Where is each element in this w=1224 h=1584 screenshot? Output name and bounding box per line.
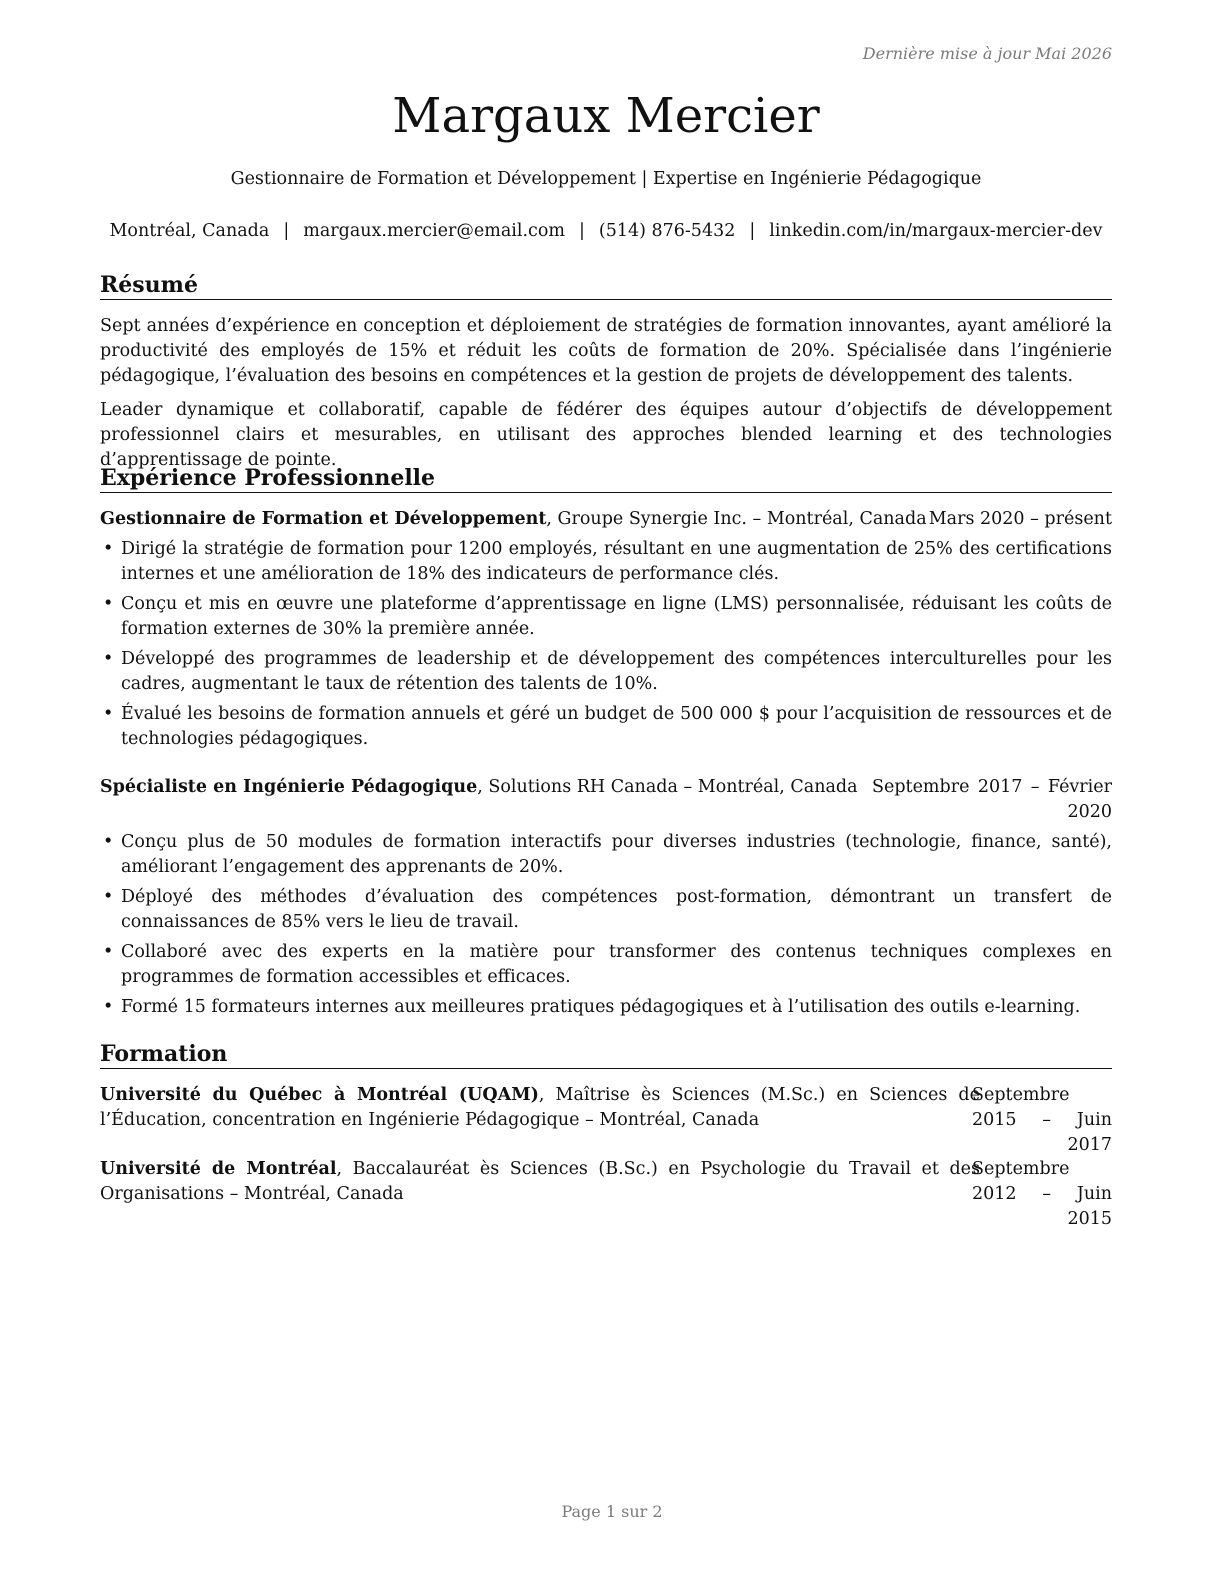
section-title-summary: Résumé: [100, 271, 1112, 300]
bullet-icon: •: [103, 997, 114, 1017]
bullet-icon: •: [103, 649, 114, 669]
list-item: • Dirigé la stratégie de formation pour 1200 employés, résultant en une augmentation de 25% des certifications internes et une amélioration de 18% des indicateurs de performance clés.: [103, 539, 1112, 584]
page-number: Page 1 sur 2: [561, 1502, 663, 1521]
list-item: • Développé des programmes de leadership et de développement des compétences interculturelles pour les cadres, augmentant le taux de rétention des talents de 10%.: [103, 649, 1112, 694]
list-item: • Déployé des méthodes d’évaluation des compétences post-formation, démontrant un transfert de connaissances de 85% vers le lieu de travail.: [103, 887, 1112, 932]
job-dates: Septembre 2017 – Février 2020: [872, 777, 1112, 822]
bullet-icon: •: [103, 594, 114, 614]
job-bullets: [100, 830, 1112, 1025]
contact-separator: |: [283, 221, 290, 241]
contact-phone[interactable]: (514) 876-5432: [598, 221, 736, 241]
education-item: [100, 1083, 1112, 1155]
section-title-education: Formation: [100, 1040, 1112, 1069]
job-dates: Mars 2020 – présent: [928, 509, 1112, 529]
candidate-name: Margaux Mercier: [392, 88, 820, 144]
contact-separator: |: [578, 221, 585, 241]
job-header: [100, 775, 1112, 825]
bullet-icon: •: [103, 942, 114, 962]
education-degree: , Maîtrise ès Sciences (M.Sc.) en Sciences de l’Éducation, concentration en Ingénierie Pédagogique – Montréal, Canada: [100, 1085, 980, 1130]
contact-separator: |: [749, 221, 756, 241]
education-school: Université du Québec à Montréal (UQAM): [100, 1085, 539, 1105]
education-dates: Septembre 2015 – Juin 2017: [972, 1085, 1112, 1155]
last-updated: Dernière mise à jour Mai 2026: [862, 44, 1112, 63]
bullet-icon: •: [103, 887, 114, 907]
education-degree: , Baccalauréat ès Sciences (B.Sc.) en Psychologie du Travail et des Organisations – Montréal, Canada: [100, 1159, 980, 1204]
bullet-icon: •: [103, 539, 114, 559]
education-item: [100, 1157, 1112, 1229]
headline: Gestionnaire de Formation et Développement | Expertise en Ingénierie Pédagogique: [230, 169, 982, 189]
list-item: • Formé 15 formateurs internes aux meilleures pratiques pédagogiques et à l’utilisation des outils e-learning.: [100, 995, 1112, 1020]
education-dates: Septembre 2012 – Juin 2015: [972, 1159, 1112, 1229]
summary-paragraph-1: Sept années d’expérience en conception et déploiement de stratégies de formation innovantes, ayant amélioré la productivité des employés de 15% et réduit les coûts de formation de 20%. Spécialisée dans l’ingénierie pédagogique, l’évaluation des besoins en compétences et la gestion de projets de développement des talents.: [100, 316, 1112, 386]
section-title-experience: Expérience Professionnelle: [100, 464, 1112, 493]
list-item: • Évalué les besoins de formation annuels et géré un budget de 500 000 $ pour l’acquisition de ressources et de technologies pédagogiques.: [103, 704, 1112, 749]
summary-paragraph-2: Leader dynamique et collaboratif, capable de fédérer des équipes autour d’objectifs de développement professionnel clairs et mesurables, en utilisant des approches blended learning et des technologies d’apprentissage de pointe.: [100, 400, 1112, 470]
job-role: Spécialiste en Ingénierie Pédagogique: [100, 777, 478, 797]
list-item: • Conçu plus de 50 modules de formation interactifs pour diverses industries (technologie, finance, santé), améliorant l’engagement des apprenants de 20%.: [103, 832, 1112, 877]
job-company: , Groupe Synergie Inc. – Montréal, Canada: [546, 509, 927, 529]
job-role: Gestionnaire de Formation et Développement: [100, 509, 547, 529]
contact-line: [100, 219, 1112, 243]
list-item: • Conçu et mis en œuvre une plateforme d’apprentissage en ligne (LMS) personnalisée, réduisant les coûts de formation externes de 30% la première année.: [103, 594, 1112, 639]
contact-email[interactable]: margaux.mercier@email.com: [303, 221, 565, 241]
contact-linkedin[interactable]: linkedin.com/in/margaux-mercier-dev: [769, 221, 1103, 241]
education-school: Université de Montréal: [100, 1159, 337, 1179]
contact-location: Montréal, Canada: [109, 221, 270, 241]
job-company: , Solutions RH Canada – Montréal, Canada: [477, 777, 858, 797]
job-header: [100, 507, 1112, 532]
job-bullets: [100, 537, 1112, 757]
bullet-icon: •: [103, 704, 114, 724]
list-item: • Collaboré avec des experts en la matière pour transformer des contenus techniques complexes en programmes de formation accessibles et efficaces.: [103, 942, 1112, 987]
bullet-icon: •: [103, 832, 114, 852]
